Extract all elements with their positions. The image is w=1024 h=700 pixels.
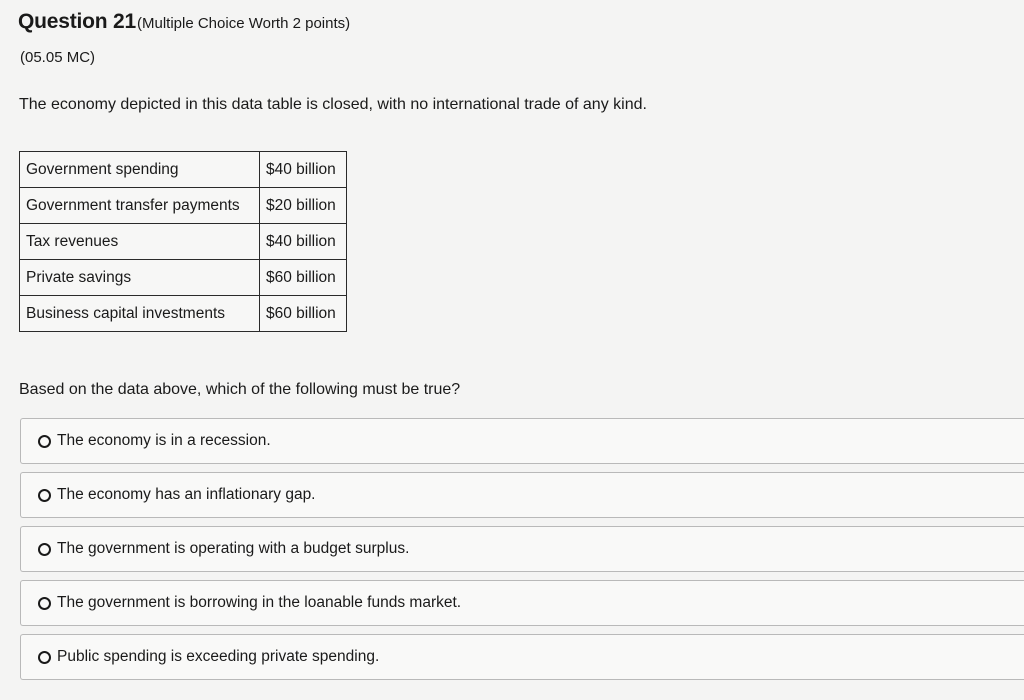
answer-option-text: The economy is in a recession. [57, 432, 271, 449]
radio-button-icon[interactable] [38, 435, 51, 448]
table-label-cell: Government spending [20, 152, 260, 188]
table-label-cell: Government transfer payments [20, 188, 260, 224]
radio-button-icon[interactable] [38, 543, 51, 556]
answer-option-text: Public spending is exceeding private spending. [57, 648, 380, 665]
answer-option-text: The government is borrowing in the loanable funds market. [57, 594, 462, 611]
table-row [20, 224, 347, 260]
table-label-cell: Tax revenues [20, 224, 260, 260]
answer-option[interactable] [20, 580, 1024, 626]
table-value-cell: $60 billion [260, 296, 347, 332]
answer-option-text: The economy has an inflationary gap. [57, 486, 316, 503]
table-value-cell: $60 billion [260, 260, 347, 296]
table-row [20, 152, 347, 188]
question-title: Question 21 [18, 10, 136, 33]
question-header [18, 10, 350, 34]
answer-option[interactable] [20, 526, 1024, 572]
table-row [20, 188, 347, 224]
table-label-cell: Business capital investments [20, 296, 260, 332]
answer-option-text: The government is operating with a budget surplus. [57, 540, 410, 557]
radio-button-icon[interactable] [38, 651, 51, 664]
table-value-cell: $40 billion [260, 224, 347, 260]
radio-button-icon[interactable] [38, 597, 51, 610]
answer-option[interactable] [20, 472, 1024, 518]
radio-button-icon[interactable] [38, 489, 51, 502]
data-table [19, 151, 347, 332]
question-intro: The economy depicted in this data table is closed, with no international trade of any kind. [19, 96, 647, 113]
answer-option[interactable] [20, 418, 1024, 464]
question-code: (05.05 MC) [20, 49, 96, 66]
table-value-cell: $20 billion [260, 188, 347, 224]
table-value-cell: $40 billion [260, 152, 347, 188]
question-worth: (Multiple Choice Worth 2 points) [137, 15, 351, 32]
table-row [20, 296, 347, 332]
table-row [20, 260, 347, 296]
answer-option[interactable] [20, 634, 1024, 680]
answer-options [20, 418, 1024, 688]
question-prompt: Based on the data above, which of the following must be true? [19, 381, 461, 398]
table-label-cell: Private savings [20, 260, 260, 296]
